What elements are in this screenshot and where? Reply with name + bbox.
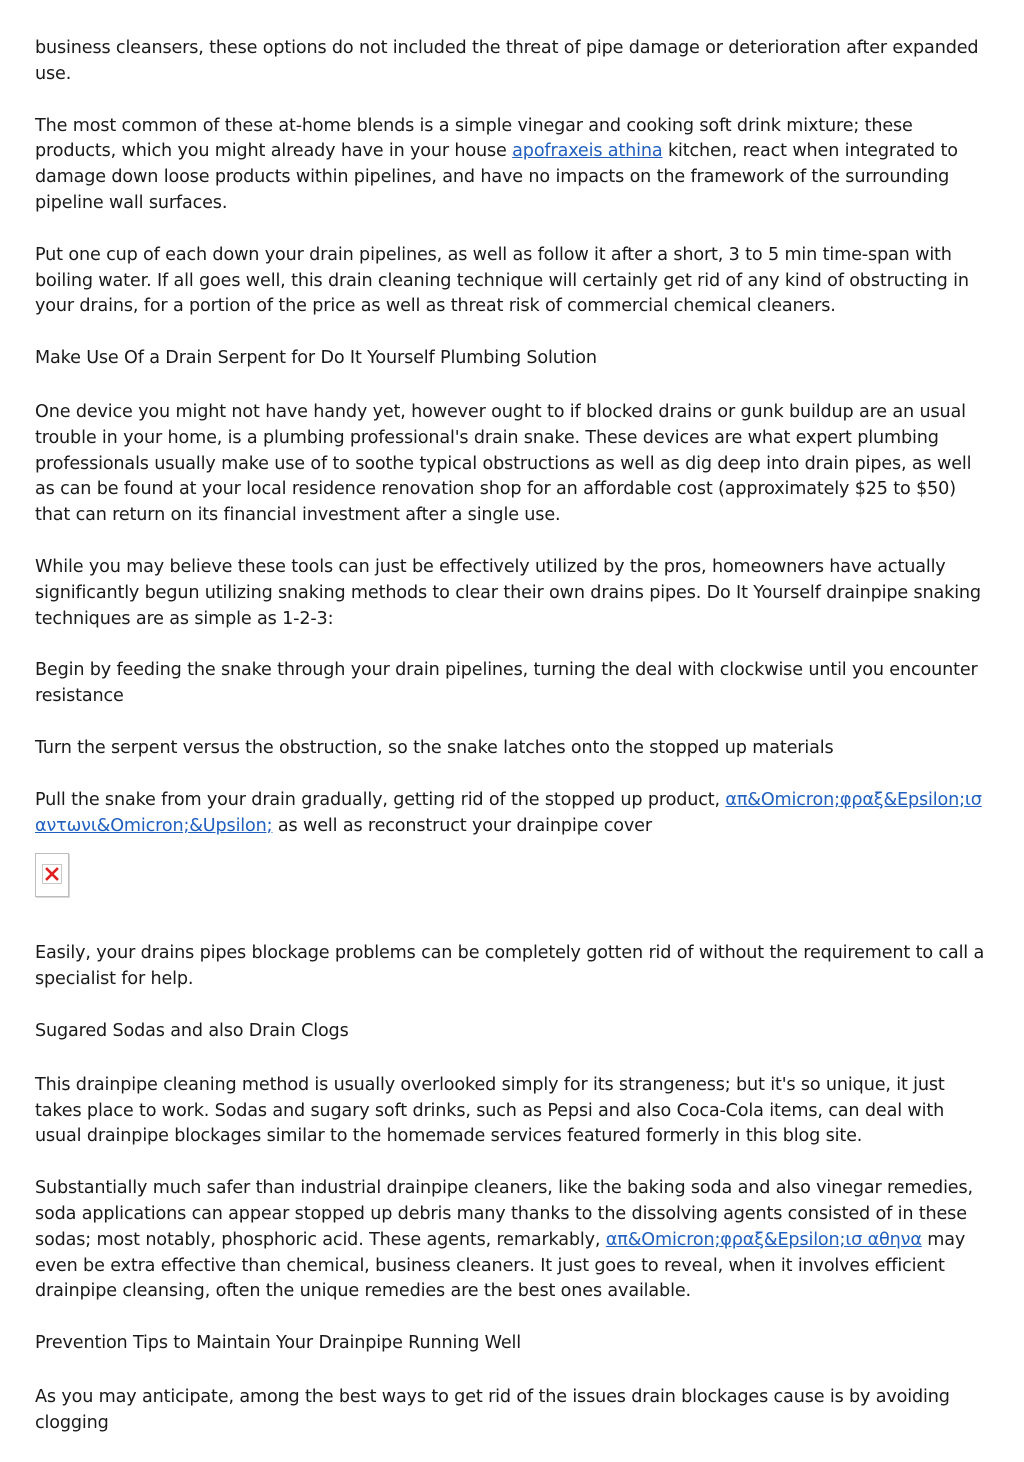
paragraph: One device you might not have handy yet, however ought to if blocked drains or gunk buildup are an usual trouble in your home, is a plumbing professional's drain snake. These devices are what expert plumbing professionals usually make use of to soothe typical obstructions as well as dig deep into drain pipes, as well as can be found at your local residence renovation shop for an affordable cost (approximately $25 to $50) that can return on its financial investment after a single use. — [35, 401, 972, 526]
paragraph — [35, 788, 995, 840]
paragraph-text: as well as reconstruct your drainpipe cover — [272, 815, 652, 836]
paragraph: As you may anticipate, among the best ways to get rid of the issues drain blockages cause is by avoiding clogging — [35, 1386, 950, 1433]
paragraph: Put one cup of each down your drain pipelines, as well as follow it after a short, 3 to 5 min time-span with boiling water. If all goes well, this drain cleaning technique will certainly get rid of any kind of obstructing in your drains, for a portion of the price as well as threat risk of commercial chemical cleaners. — [35, 244, 969, 317]
paragraph-text: kitchen, react when integrated to damage down loose products within pipelines, and have no impacts on the framework of the surrounding pipeline wall surfaces. — [35, 141, 958, 213]
section-heading: Sugared Sodas and also Drain Clogs — [35, 1020, 349, 1041]
paragraph — [35, 1176, 995, 1305]
paragraph: While you may believe these tools can just be effectively utilized by the pros, homeowners have actually significantly begun utilizing snaking methods to clear their own drains pipes. Do It Yourself drainpipe snaking techniques are as simple as 1-2-3: — [35, 556, 981, 629]
paragraph: This drainpipe cleaning method is usually overlooked simply for its strangeness; but it's so unique, it just takes place to work. Sodas and sugary soft drinks, such as Pepsi and also Coca-Cola items, can deal with usual drainpipe blockages similar to the homemade services featured formerly in this blog site. — [35, 1074, 945, 1147]
greek-athina-link[interactable]: απ&Omicron;φραξ&Epsilon;ισ αθηνα — [605, 1229, 922, 1250]
apofraxeis-athina-link[interactable]: apofraxeis athina — [512, 141, 663, 162]
paragraph-text: may even be extra effective than chemical, business cleaners. It just goes to reveal, when it involves efficient drainpipe cleansing, often the unique remedies are the best ones available. — [35, 1229, 966, 1302]
paragraph-text: Substantially much safer than industrial drainpipe cleaners, like the baking soda and also vinegar remedies, soda applications can appear stopped up debris many thanks to the dissolving agents consisted of in these sodas; most notably, phosphoric acid. These agents, remarkably, — [35, 1178, 973, 1250]
section-heading: Prevention Tips to Maintain Your Drainpipe Running Well — [35, 1333, 522, 1354]
broken-image-icon — [42, 864, 62, 884]
broken-image — [35, 853, 69, 897]
greek-plumbing-link[interactable]: απ&Omicron;φραξ&Epsilon;ισ αντωνι&Omicron;&Upsilon; — [35, 789, 982, 836]
paragraph: Turn the serpent versus the obstruction, so the snake latches onto the stopped up materials — [35, 737, 834, 758]
paragraph: Begin by feeding the snake through your drain pipelines, turning the deal with clockwise until you encounter resistance — [35, 660, 978, 707]
paragraph: business cleansers, these options do not included the threat of pipe damage or deterioration after expanded use. — [35, 38, 979, 84]
article-body — [35, 36, 995, 1462]
section-heading: Make Use Of a Drain Serpent for Do It Yourself Plumbing Solution — [35, 348, 597, 369]
paragraph — [35, 114, 995, 217]
paragraph-text: The most common of these at-home blends is a simple vinegar and cooking soft drink mixture; these products, which you might already have in your house — [35, 115, 913, 162]
paragraph: Easily, your drains pipes blockage problems can be completely gotten rid of without the requirement to call a specialist for help. — [35, 943, 985, 990]
paragraph-text: Pull the snake from your drain gradually, getting rid of the stopped up product, — [35, 789, 726, 810]
